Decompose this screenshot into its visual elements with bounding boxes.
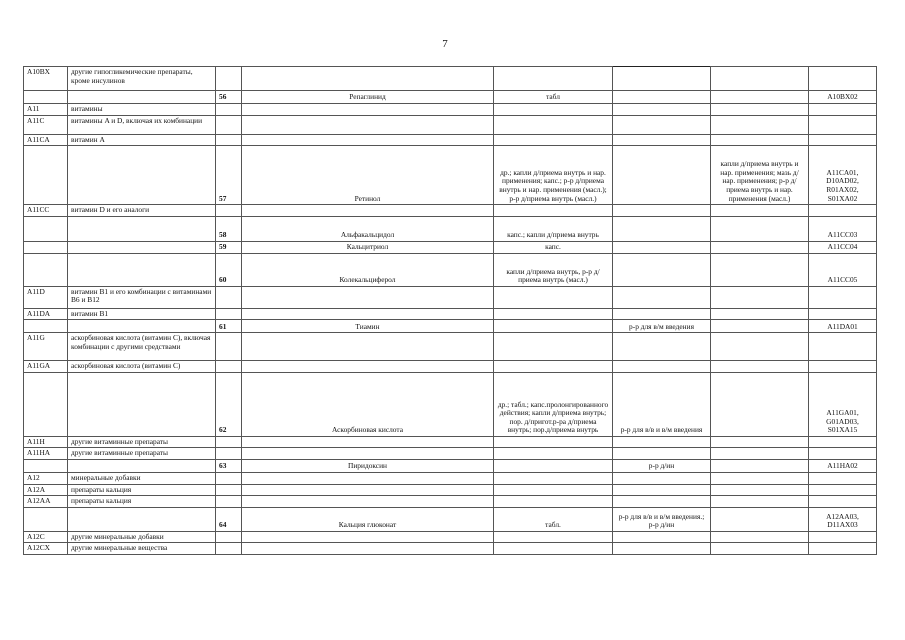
dosage-form-cell bbox=[494, 361, 613, 373]
drug-name-cell bbox=[242, 115, 494, 134]
number-cell bbox=[216, 496, 242, 508]
drug-row bbox=[24, 507, 877, 531]
group-row bbox=[24, 134, 877, 146]
external-form-cell: капли д/приема внутрь и нар. применения; мазь д/нар. применения; р-р д/приема внутрь и нар. применения (масл.) bbox=[711, 146, 809, 205]
dosage-form-cell: капли д/приема внутрь, р-р д/приема внутрь (масл.) bbox=[494, 253, 613, 286]
number-cell bbox=[216, 67, 242, 91]
code-cell: A11DA bbox=[24, 308, 68, 320]
external-form-cell bbox=[711, 473, 809, 485]
group-row bbox=[24, 531, 877, 543]
group-cell: витамин B1 и его комбинации с витаминами B6 и B12 bbox=[68, 286, 216, 308]
external-form-cell bbox=[711, 333, 809, 361]
dosage-form-cell bbox=[494, 104, 613, 116]
external-form-cell bbox=[711, 436, 809, 448]
group-row bbox=[24, 67, 877, 91]
dosage-form-cell bbox=[494, 496, 613, 508]
atc-code-cell bbox=[809, 473, 877, 485]
external-form-cell bbox=[711, 484, 809, 496]
drug-name-cell: Пиридоксин bbox=[242, 460, 494, 473]
injection-form-cell bbox=[613, 216, 711, 241]
drug-name-cell: Ретинол bbox=[242, 146, 494, 205]
drug-name-cell bbox=[242, 484, 494, 496]
group-cell: аскорбиновая кислота (витамин C), включая комбинации с другими средствами bbox=[68, 333, 216, 361]
external-form-cell bbox=[711, 115, 809, 134]
code-cell: A11C bbox=[24, 115, 68, 134]
dosage-form-cell bbox=[494, 436, 613, 448]
external-form-cell bbox=[711, 460, 809, 473]
dosage-form-cell bbox=[494, 205, 613, 217]
injection-form-cell bbox=[613, 115, 711, 134]
number-cell bbox=[216, 104, 242, 116]
drug-row bbox=[24, 320, 877, 333]
atc-code-cell bbox=[809, 286, 877, 308]
external-form-cell bbox=[711, 496, 809, 508]
group-cell bbox=[68, 146, 216, 205]
group-row bbox=[24, 115, 877, 134]
number-cell bbox=[216, 543, 242, 555]
dosage-form-cell bbox=[494, 460, 613, 473]
group-row bbox=[24, 543, 877, 555]
code-cell bbox=[24, 460, 68, 473]
number-cell: 58 bbox=[216, 216, 242, 241]
external-form-cell bbox=[711, 507, 809, 531]
atc-code-cell: A11CA01, D10AD02, R01AX02, S01XA02 bbox=[809, 146, 877, 205]
injection-form-cell bbox=[613, 361, 711, 373]
drug-name-cell bbox=[242, 496, 494, 508]
drug-name-cell: Тиамин bbox=[242, 320, 494, 333]
group-row bbox=[24, 308, 877, 320]
injection-form-cell bbox=[613, 67, 711, 91]
code-cell: A12C bbox=[24, 531, 68, 543]
dosage-form-cell bbox=[494, 543, 613, 555]
number-cell bbox=[216, 333, 242, 361]
external-form-cell bbox=[711, 320, 809, 333]
code-cell: A11G bbox=[24, 333, 68, 361]
atc-code-cell bbox=[809, 496, 877, 508]
external-form-cell bbox=[711, 448, 809, 460]
group-cell bbox=[68, 241, 216, 253]
number-cell bbox=[216, 308, 242, 320]
code-cell: A11CA bbox=[24, 134, 68, 146]
external-form-cell bbox=[711, 531, 809, 543]
code-cell: A11H bbox=[24, 436, 68, 448]
injection-form-cell bbox=[613, 543, 711, 555]
drug-name-cell bbox=[242, 333, 494, 361]
injection-form-cell bbox=[613, 496, 711, 508]
number-cell bbox=[216, 436, 242, 448]
drug-name-cell: Кальция глюконат bbox=[242, 507, 494, 531]
group-cell: витамины bbox=[68, 104, 216, 116]
atc-code-cell bbox=[809, 115, 877, 134]
atc-code-cell: A11HA02 bbox=[809, 460, 877, 473]
external-form-cell bbox=[711, 241, 809, 253]
drug-name-cell bbox=[242, 543, 494, 555]
number-cell bbox=[216, 286, 242, 308]
atc-code-cell bbox=[809, 134, 877, 146]
dosage-form-cell: капс. bbox=[494, 241, 613, 253]
external-form-cell bbox=[711, 67, 809, 91]
code-cell: A11 bbox=[24, 104, 68, 116]
injection-form-cell bbox=[613, 241, 711, 253]
drug-name-cell bbox=[242, 473, 494, 485]
group-cell bbox=[68, 507, 216, 531]
injection-form-cell bbox=[613, 308, 711, 320]
group-cell: другие минеральные добавки bbox=[68, 531, 216, 543]
atc-code-cell bbox=[809, 436, 877, 448]
code-cell: A11D bbox=[24, 286, 68, 308]
atc-code-cell bbox=[809, 205, 877, 217]
group-cell: витамин A bbox=[68, 134, 216, 146]
number-cell: 56 bbox=[216, 91, 242, 104]
group-cell bbox=[68, 460, 216, 473]
group-cell: другие витаминные препараты bbox=[68, 436, 216, 448]
dosage-form-cell: др.; табл.; капс.пролонгированного действия; капли д/приема внутрь; пор. д/пригот.р-ра д/приема внутрь; пор.д/приема внутрь bbox=[494, 372, 613, 436]
external-form-cell bbox=[711, 543, 809, 555]
number-cell: 63 bbox=[216, 460, 242, 473]
number-cell bbox=[216, 361, 242, 373]
drug-row bbox=[24, 460, 877, 473]
atc-code-cell bbox=[809, 484, 877, 496]
drug-name-cell: Репаглинид bbox=[242, 91, 494, 104]
group-cell: аскорбиновая кислота (витамин C) bbox=[68, 361, 216, 373]
injection-form-cell bbox=[613, 205, 711, 217]
dosage-form-cell: капс.; капли д/приема внутрь bbox=[494, 216, 613, 241]
dosage-form-cell: табл. bbox=[494, 507, 613, 531]
dosage-form-cell: табл bbox=[494, 91, 613, 104]
code-cell: A12A bbox=[24, 484, 68, 496]
dosage-form-cell bbox=[494, 484, 613, 496]
drug-name-cell bbox=[242, 104, 494, 116]
injection-form-cell bbox=[613, 134, 711, 146]
code-cell bbox=[24, 241, 68, 253]
group-row bbox=[24, 361, 877, 373]
code-cell bbox=[24, 216, 68, 241]
drug-row bbox=[24, 216, 877, 241]
dosage-form-cell bbox=[494, 67, 613, 91]
number-cell bbox=[216, 448, 242, 460]
drug-row bbox=[24, 253, 877, 286]
group-cell bbox=[68, 320, 216, 333]
dosage-form-cell bbox=[494, 134, 613, 146]
code-cell bbox=[24, 320, 68, 333]
group-cell: препараты кальция bbox=[68, 496, 216, 508]
atc-code-cell bbox=[809, 543, 877, 555]
page-number: 7 bbox=[442, 38, 448, 50]
injection-form-cell bbox=[613, 484, 711, 496]
drug-name-cell bbox=[242, 308, 494, 320]
injection-form-cell: р-р для в/в и в/м введения.; р-р д/ин bbox=[613, 507, 711, 531]
dosage-form-cell bbox=[494, 531, 613, 543]
code-cell bbox=[24, 372, 68, 436]
number-cell bbox=[216, 473, 242, 485]
group-row bbox=[24, 484, 877, 496]
number-cell bbox=[216, 115, 242, 134]
atc-code-cell bbox=[809, 308, 877, 320]
dosage-form-cell bbox=[494, 333, 613, 361]
group-cell bbox=[68, 372, 216, 436]
code-cell bbox=[24, 91, 68, 104]
code-cell bbox=[24, 507, 68, 531]
drug-name-cell bbox=[242, 134, 494, 146]
group-cell bbox=[68, 216, 216, 241]
external-form-cell bbox=[711, 91, 809, 104]
group-cell: другие витаминные препараты bbox=[68, 448, 216, 460]
code-cell: A11CC bbox=[24, 205, 68, 217]
drug-classification-table bbox=[23, 66, 877, 555]
group-cell: препараты кальция bbox=[68, 484, 216, 496]
injection-form-cell bbox=[613, 104, 711, 116]
injection-form-cell bbox=[613, 91, 711, 104]
group-row bbox=[24, 286, 877, 308]
atc-code-cell bbox=[809, 67, 877, 91]
number-cell: 64 bbox=[216, 507, 242, 531]
code-cell bbox=[24, 146, 68, 205]
number-cell: 62 bbox=[216, 372, 242, 436]
group-row bbox=[24, 104, 877, 116]
code-cell: A10BX bbox=[24, 67, 68, 91]
group-cell: витамины A и D, включая их комбинации bbox=[68, 115, 216, 134]
external-form-cell bbox=[711, 216, 809, 241]
injection-form-cell bbox=[613, 473, 711, 485]
atc-code-cell: A11GA01, G01AD03, S01XA15 bbox=[809, 372, 877, 436]
drug-name-cell bbox=[242, 205, 494, 217]
injection-form-cell bbox=[613, 531, 711, 543]
injection-form-cell: р-р для в/м введения bbox=[613, 320, 711, 333]
drug-name-cell bbox=[242, 531, 494, 543]
number-cell: 60 bbox=[216, 253, 242, 286]
table-body bbox=[24, 67, 877, 555]
injection-form-cell bbox=[613, 448, 711, 460]
group-cell: витамин B1 bbox=[68, 308, 216, 320]
drug-name-cell bbox=[242, 448, 494, 460]
atc-code-cell: A11CC03 bbox=[809, 216, 877, 241]
injection-form-cell: р-р д/ин bbox=[613, 460, 711, 473]
atc-code-cell bbox=[809, 361, 877, 373]
group-row bbox=[24, 333, 877, 361]
dosage-form-cell: др.; капли д/приема внутрь и нар. применения; капс.; р-р д/приема внутрь и нар. применения (масл.); р-р д/приема внутрь (масл.) bbox=[494, 146, 613, 205]
external-form-cell bbox=[711, 361, 809, 373]
external-form-cell bbox=[711, 253, 809, 286]
drug-row bbox=[24, 241, 877, 253]
atc-code-cell: A11CC04 bbox=[809, 241, 877, 253]
drug-row bbox=[24, 146, 877, 205]
group-row bbox=[24, 473, 877, 485]
code-cell: A11GA bbox=[24, 361, 68, 373]
injection-form-cell bbox=[613, 436, 711, 448]
external-form-cell bbox=[711, 372, 809, 436]
atc-code-cell bbox=[809, 104, 877, 116]
group-row bbox=[24, 436, 877, 448]
dosage-form-cell bbox=[494, 115, 613, 134]
group-cell bbox=[68, 253, 216, 286]
drug-name-cell bbox=[242, 67, 494, 91]
injection-form-cell bbox=[613, 286, 711, 308]
group-cell bbox=[68, 91, 216, 104]
injection-form-cell bbox=[613, 333, 711, 361]
injection-form-cell bbox=[613, 253, 711, 286]
drug-name-cell: Кальцитриол bbox=[242, 241, 494, 253]
drug-name-cell bbox=[242, 436, 494, 448]
number-cell bbox=[216, 134, 242, 146]
drug-name-cell: Аскорбиновая кислота bbox=[242, 372, 494, 436]
injection-form-cell bbox=[613, 146, 711, 205]
atc-code-cell: A12AA03, D11AX03 bbox=[809, 507, 877, 531]
group-row bbox=[24, 205, 877, 217]
group-row bbox=[24, 496, 877, 508]
atc-code-cell bbox=[809, 333, 877, 361]
code-cell bbox=[24, 253, 68, 286]
drug-row bbox=[24, 372, 877, 436]
drug-name-cell bbox=[242, 361, 494, 373]
code-cell: A12AA bbox=[24, 496, 68, 508]
atc-code-cell bbox=[809, 531, 877, 543]
code-cell: A12 bbox=[24, 473, 68, 485]
atc-code-cell bbox=[809, 448, 877, 460]
code-cell: A11HA bbox=[24, 448, 68, 460]
drug-row bbox=[24, 91, 877, 104]
group-cell: другие минеральные вещества bbox=[68, 543, 216, 555]
drug-name-cell: Альфакальцидол bbox=[242, 216, 494, 241]
number-cell bbox=[216, 531, 242, 543]
code-cell: A12CX bbox=[24, 543, 68, 555]
dosage-form-cell bbox=[494, 286, 613, 308]
group-cell: витамин D и его аналоги bbox=[68, 205, 216, 217]
atc-code-cell: A10BX02 bbox=[809, 91, 877, 104]
atc-code-cell: A11CC05 bbox=[809, 253, 877, 286]
external-form-cell bbox=[711, 286, 809, 308]
external-form-cell bbox=[711, 308, 809, 320]
dosage-form-cell bbox=[494, 308, 613, 320]
external-form-cell bbox=[711, 104, 809, 116]
dosage-form-cell bbox=[494, 320, 613, 333]
group-cell: другие гипогликемические препараты, кроме инсулинов bbox=[68, 67, 216, 91]
number-cell bbox=[216, 484, 242, 496]
drug-name-cell bbox=[242, 286, 494, 308]
external-form-cell bbox=[711, 205, 809, 217]
number-cell bbox=[216, 205, 242, 217]
drug-name-cell: Колекальциферол bbox=[242, 253, 494, 286]
number-cell: 57 bbox=[216, 146, 242, 205]
injection-form-cell: р-р для в/в и в/м введения bbox=[613, 372, 711, 436]
group-cell: минеральные добавки bbox=[68, 473, 216, 485]
number-cell: 61 bbox=[216, 320, 242, 333]
external-form-cell bbox=[711, 134, 809, 146]
dosage-form-cell bbox=[494, 448, 613, 460]
atc-code-cell: A11DA01 bbox=[809, 320, 877, 333]
group-row bbox=[24, 448, 877, 460]
dosage-form-cell bbox=[494, 473, 613, 485]
number-cell: 59 bbox=[216, 241, 242, 253]
